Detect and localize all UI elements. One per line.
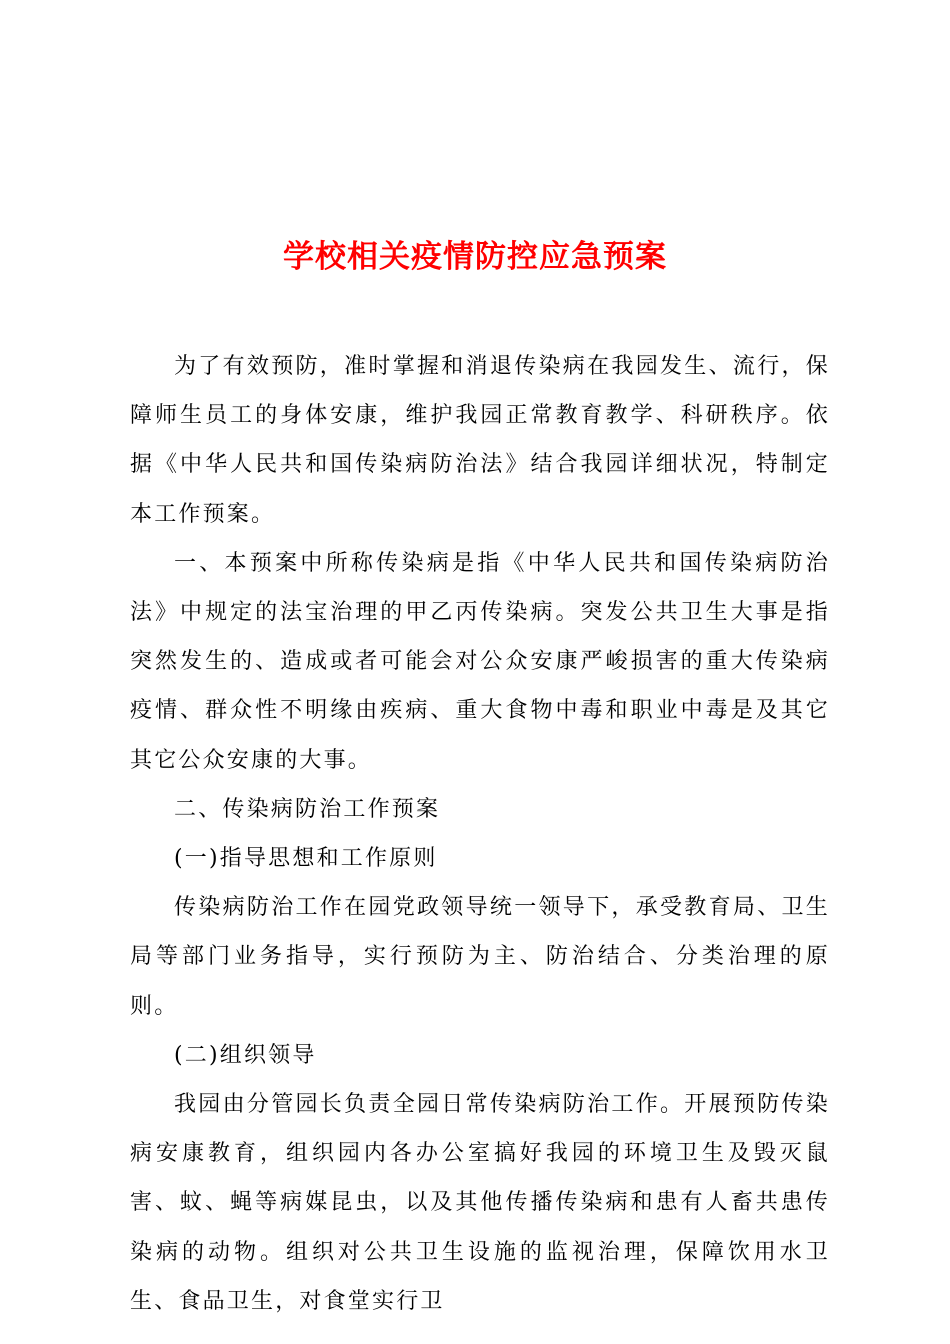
document-title: 学校相关疫情防控应急预案	[283, 238, 667, 275]
paragraph-guiding-principles: 传染病防治工作在园党政领导统一领导下，承受教育局、卫生局等部门业务指导，实行预防为主、防治结合、分类治理的原则。	[130, 895, 830, 1019]
paragraph-intro: 为了有效预防，准时掌握和消退传染病在我园发生、流行，保障师生员工的身体安康，维护我园正常教育教学、科研秩序。依据《中华人民共和国传染病防治法》结合我园详细状况，特制定本工作预案。	[130, 354, 830, 527]
heading-organization: (二)组织领导	[174, 1042, 317, 1068]
paragraph-organization: 我园由分管园长负责全园日常传染病防治工作。开展预防传染病安康教育，组织园内各办公室搞好我园的环境卫生及毁灭鼠害、蚊、蝇等病媒昆虫，以及其他传播传染病和患有人畜共患传染病的动物。组织对公共卫生设施的监视治理，保障饮用水卫生、食品卫生，对食堂实行卫	[130, 1092, 830, 1314]
paragraph-section-1: 一、本预案中所称传染病是指《中华人民共和国传染病防治法》中规定的法宝治理的甲乙丙传染病。突发公共卫生大事是指突然发生的、造成或者可能会对公众安康严峻损害的重大传染病疫情、群众性不明缘由疾病、重大食物中毒和职业中毒是及其它其它公众安康的大事。	[130, 550, 830, 773]
document-body	[130, 342, 830, 1326]
heading-guiding-principles: (一)指导思想和工作原则	[174, 846, 438, 872]
heading-section-2: 二、传染病防治工作预案	[174, 796, 441, 822]
